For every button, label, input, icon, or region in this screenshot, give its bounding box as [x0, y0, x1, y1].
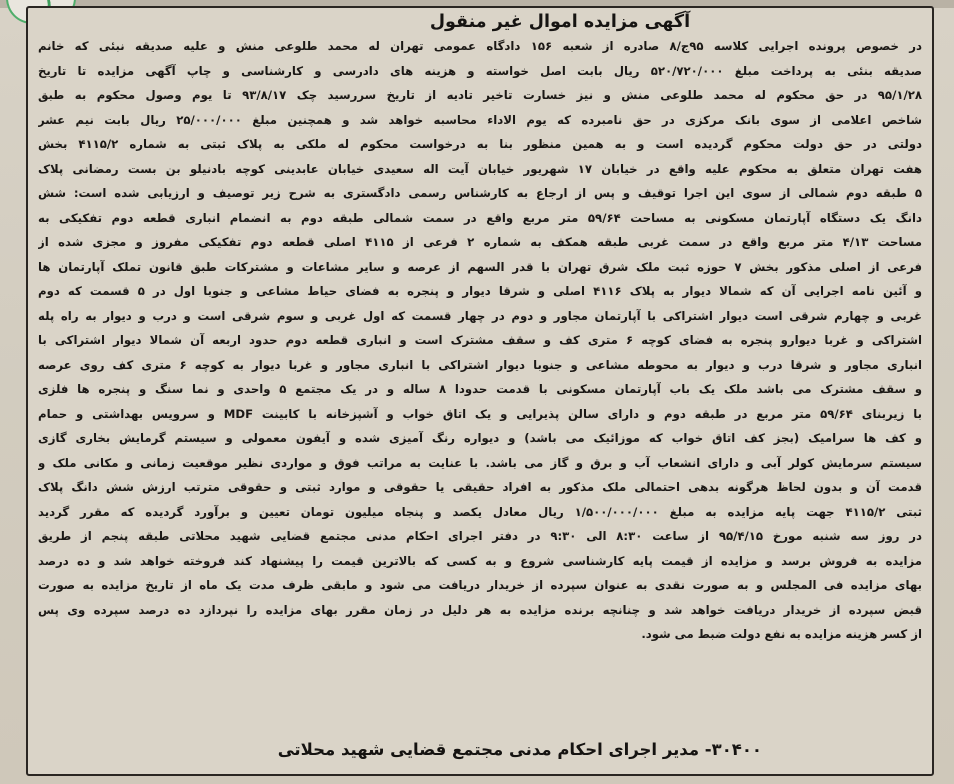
notice-text-line: قدمت آن و بدون لحاظ هرگونه بدهی احتمالی ملک مذکور به افراد حقیقی یا حقوقی و موارد ثبتی و حقوقی مترتب ارزش شش دانگ پلاک — [38, 480, 922, 494]
notice-text-line: قبض سپرده از خریدار دریافت خواهد شد و چنانچه برنده مزایده به هر دلیل در زمان مقرر بهای مزایده را نپردازد ده درصد سپرده وی پس — [38, 602, 922, 617]
notice-text-line: هفت تهران متعلق به محکوم علیه واقع در خیابان ۱۷ شهریور خیابان آیت اله سعیدی خیابان عابدینی کوچه بادنیلو بن بست رمضانی پلاک — [38, 161, 922, 176]
notice-text-line: دولتی در حق دولت محکوم گردیده است و به همین منظور بنا به درخواست محکوم له ملکی به پلاک ثبتی به شماره ۴۱۱۵/۲ بخش — [38, 137, 922, 151]
notice-text-line: بهای مزایده فی المجلس و به صورت نقدی به عنوان سپرده از خریدار دریافت می شود و مابقی ظرف مدت یک ماه از تاریخ مزایده به صورت — [38, 578, 922, 592]
notice-text-line: اشتراکی و غربا دیوارو پنجره به فضای کوچه ۶ متری کف و سقف مشترک است و انباری قطعه دوم حدود اربعه آن شمالا دیوار اشتراکی با — [38, 333, 922, 347]
notice-body — [38, 34, 922, 647]
notice-text-line: سیستم سرمایش کولر آبی و دارای انشعاب آب و برق و گاز می باشد. با عنایت به مراتب فوق و مواردی نظیر موقعیت زمانی و مکانی ملک و — [38, 455, 922, 470]
notice-text-line: ثبتی ۴۱۱۵/۲ جهت پایه مزایده به مبلغ ۱/۵۰۰/۰۰۰/۰۰۰ ریال معادل یکصد و پنجاه میلیون تومان تعیین و برآورد گردیده که مقرر گردید — [38, 504, 922, 519]
notice-text-line: و آئین نامه اجرایی آن که شمالا دیوار به پلاک ۴۱۱۶ اصلی و شرقا دیوار و پنجره به فضای حیاط مشاعی و جنوبا اول در ۵ قسمت که دوم — [38, 284, 922, 298]
notice-text-line: ۵ طبقه دوم شمالی از سوی این اجرا توقیف و پس از ارجاع به کارشناس رسمی دادگستری به شرح زیر توصیف و ارزیابی شده است: شش — [38, 186, 922, 200]
notice-text-line: دانگ یک دستگاه آپارتمان مسکونی به مساحت ۵۹/۶۴ متر مربع واقع در سمت شمالی طبقه دوم به انضمام انباری قطعه دوم تفکیکی به — [38, 210, 922, 225]
notice-text-line: مزایده به فروش برسد و مزایده از قیمت پایه کارشناسی شروع و به کسی که بالاترین قیمت را پیشنهاد کند فروخته خواهد شد و ده درصد — [38, 553, 922, 568]
notice-signature: ۳۰۴۰۰- مدیر اجرای احکام مدنی مجتمع قضایی شهید محلاتی — [277, 740, 762, 759]
notice-text-line: در روز سه شنبه مورخ ۹۵/۴/۱۵ از ساعت ۸:۳۰ الی ۹:۳۰ در دفتر اجرای احکام مدنی مجتمع قضایی شهید محلاتی طبقه پنجم از طریق — [38, 529, 922, 543]
notice-text-line: مساحت ۴/۱۳ متر مربع واقع در سمت غربی طبقه همکف به شماره ۲ فرعی از ۴۱۱۵ اصلی قطعه دوم تفکیکی مفروز و مجزی شده از — [38, 235, 922, 249]
notice-text-line: شاخص اعلامی از سوی بانک مرکزی در حق نامبرده که یوم الاداء محاسبه خواهد شد و همچنین مبلغ ۲۵/۰۰۰/۰۰۰ ریال بابت نیم عشر — [38, 112, 922, 127]
notice-text-line: در خصوص پرونده اجرایی کلاسه ۹۵ج/۸ صادره از شعبه ۱۵۶ دادگاه عمومی تهران له محمد طلوعی منش و علیه صدیقه نبئی که خانم — [38, 39, 922, 53]
notice-text-line: و کف ها سرامیک (بجز کف اتاق خواب که موزائیک می باشد) و دیواره رنگ آمیزی شده و آیفون معمولی و سیستم گرمایش بخاری گازی — [38, 431, 922, 445]
notice-text-line: و سقف مشترک می باشد ملک یک باب آپارتمان مسکونی با قدمت حدودا ۸ ساله و در یک مجتمع ۵ واحدی و نما سنگ و پنجره ها فلزی — [38, 382, 922, 396]
notice-text-line: با زیربنای ۵۹/۶۴ متر مربع در طبقه دوم و دارای سالن پذیرایی و یک اتاق خواب و آشپزخانه با کابینت MDF و سرویس بهداشتی و حمام — [38, 406, 922, 421]
notice-text-line: صدیقه بنئی به پرداخت مبلغ ۵۲۰/۷۲۰/۰۰۰ ریال بابت اصل خواسته و هزینه های دادرسی و کارشناسی و چاپ آگهی مزایده تا تاریخ — [38, 63, 922, 78]
notice-text-line: انباری مجاور و شرقا درب و دیوار به محوطه مشاعی و جنوبا دیوار اشتراکی با انباری مجاور و غربا دیوار به کوچه ۶ متری کف روی عرصه — [38, 357, 922, 372]
notice-text-line: فرعی از اصلی مذکور بخش ۷ حوزه ثبت ملک شرق تهران با قدر السهم از عرصه و سایر مشاعات و مشترکات طبق قانون تملک آپارتمان ها — [38, 259, 922, 274]
auction-notice-box — [26, 6, 934, 776]
notice-text-line: از کسر هزینه مزایده به نفع دولت ضبط می شود. — [641, 627, 922, 641]
notice-title: آگهی مزایده اموال غیر منقول — [429, 12, 691, 32]
notice-text-line: غربی و چهارم شرقی است دیوار اشتراکی با آپارتمان مجاور و دوم در چهار قسمت که اول غربی و سوم شرقی است و درب و دیوار به راه پله — [38, 308, 922, 323]
notice-text-line: ۹۵/۱/۲۸ در حق محکوم له محمد طلوعی منش و نیز خسارت تاخیر تادیه از تاریخ سررسید چک ۹۳/۸/۱۷ تا یوم وصول محکوم به طبق — [38, 88, 922, 102]
